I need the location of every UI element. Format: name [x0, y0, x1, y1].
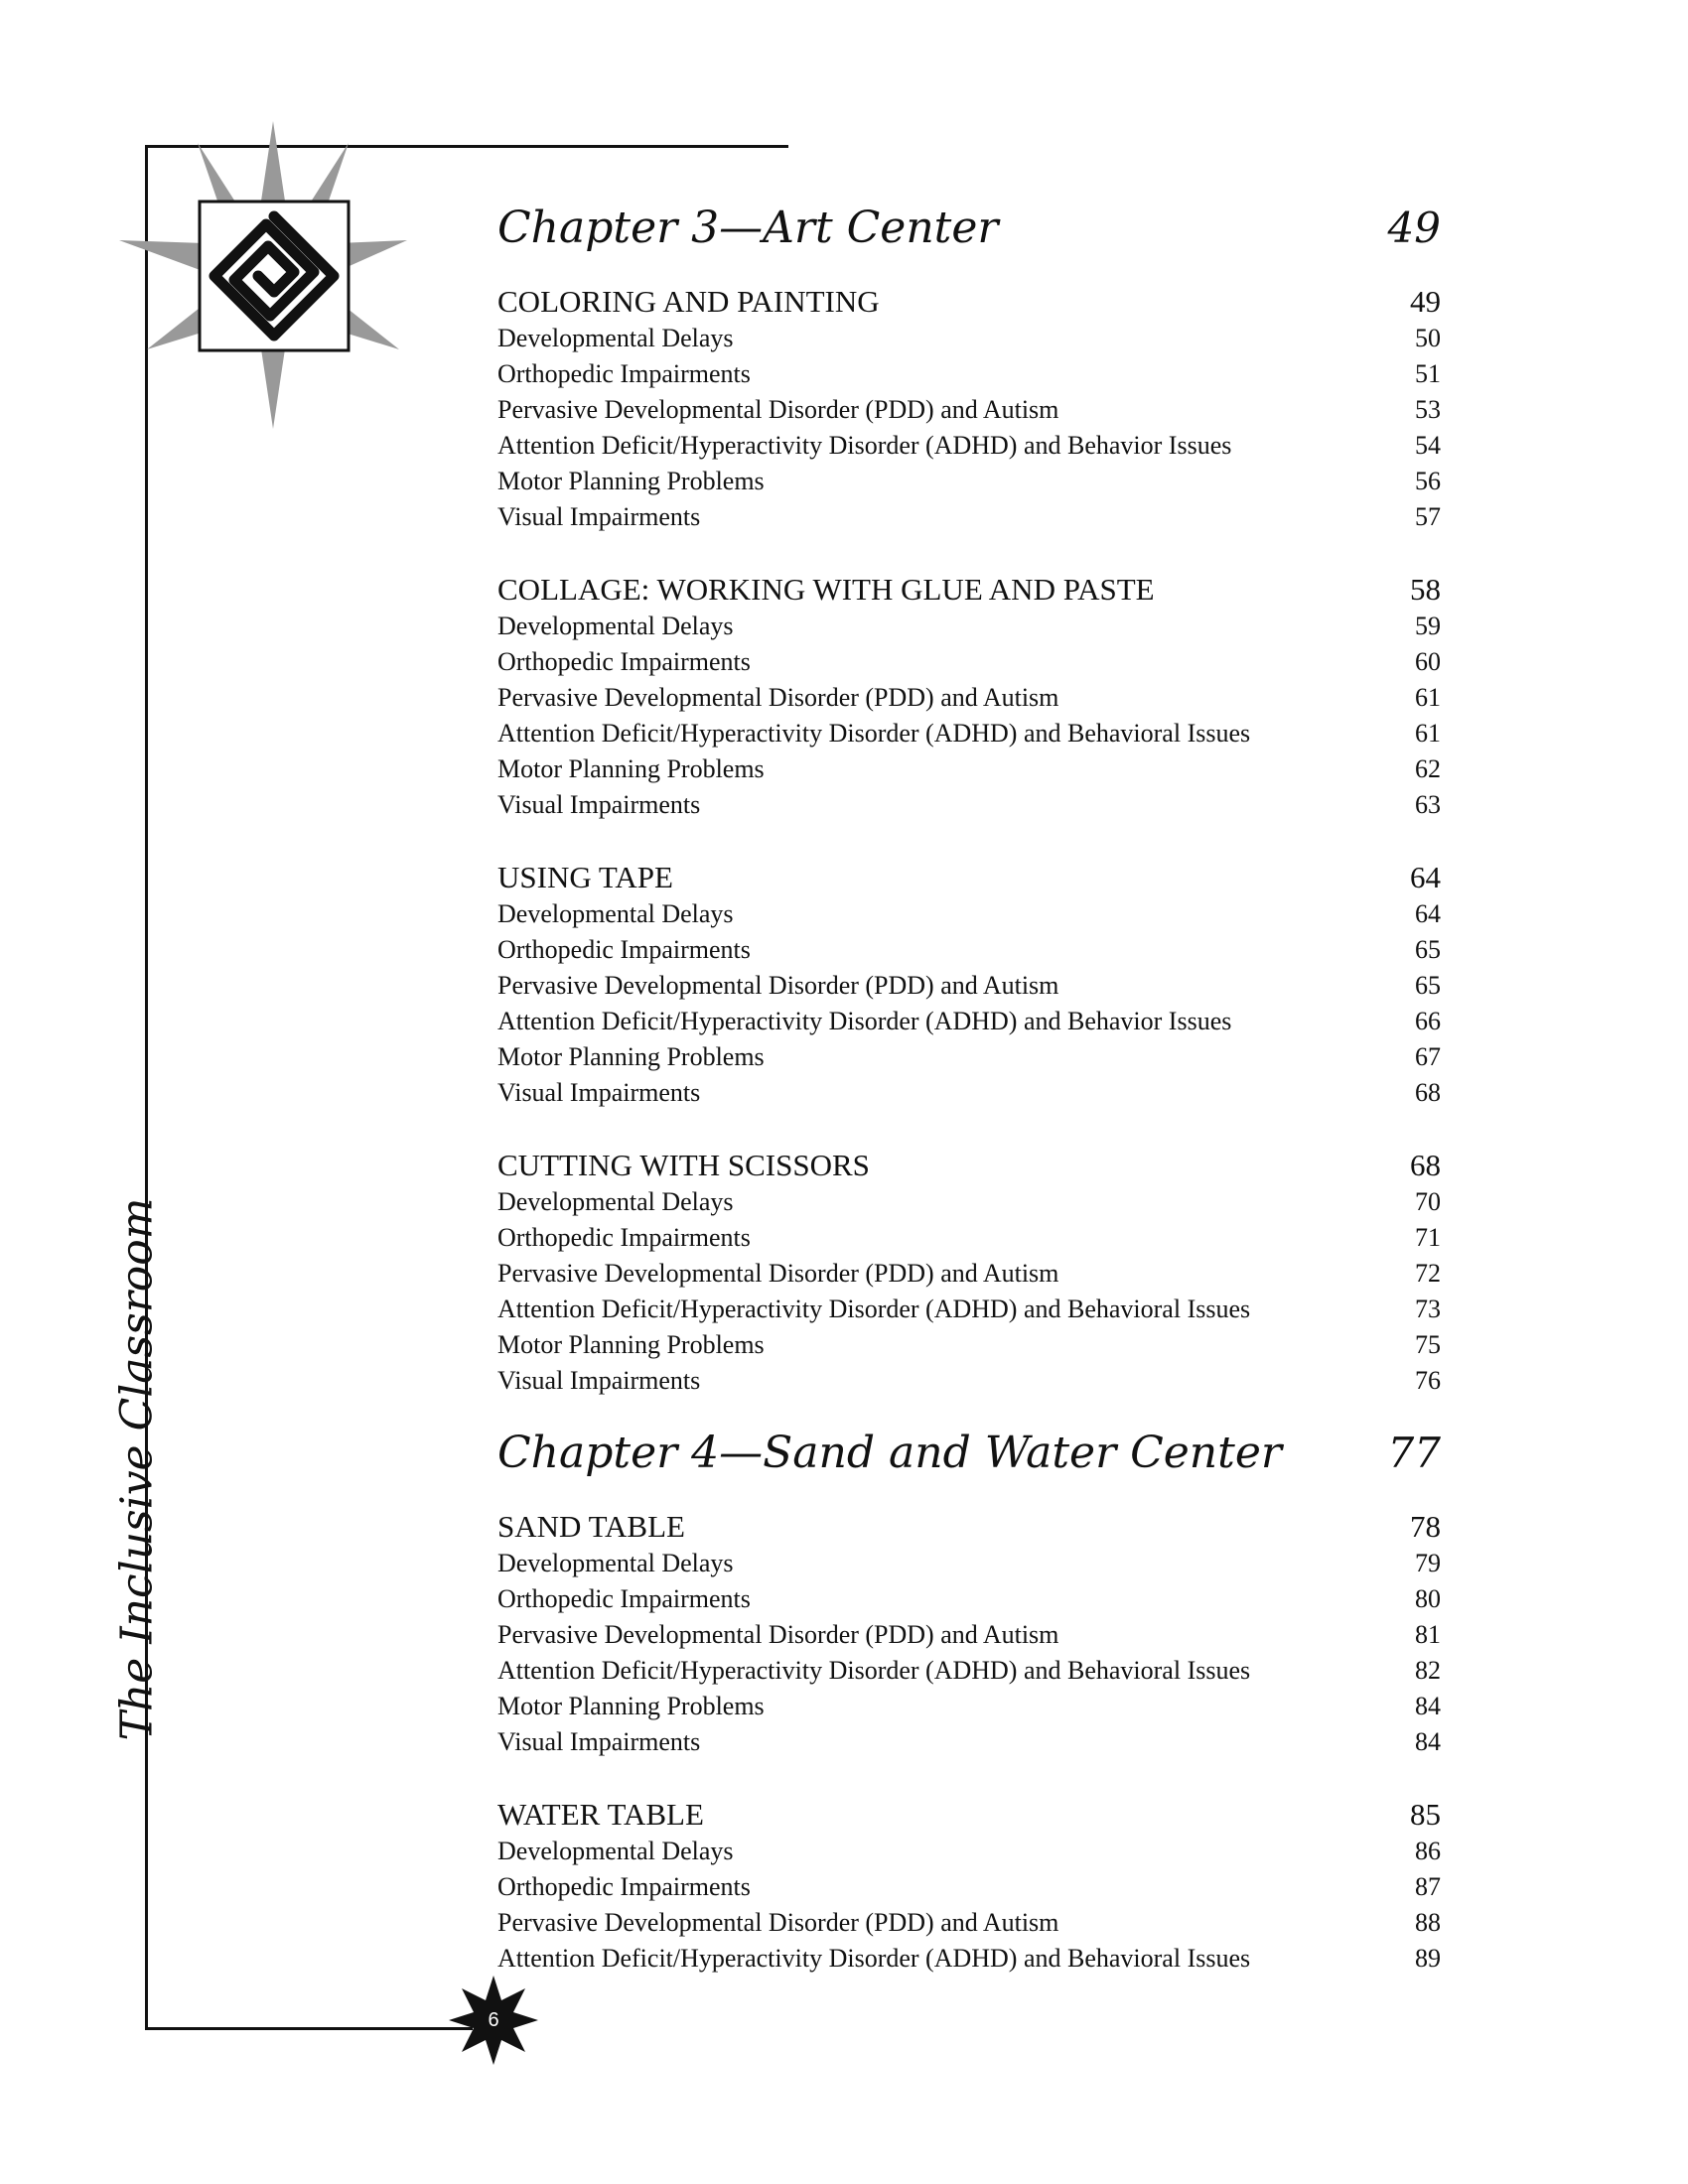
entry-page: 62	[1415, 754, 1441, 783]
toc-entry[interactable]	[497, 1366, 1441, 1402]
entry-label: Developmental Delays	[497, 324, 734, 352]
toc-entry[interactable]	[497, 719, 1441, 754]
chapter-heading[interactable]	[497, 1414, 1441, 1491]
side-book-title-text: The Inclusive Classroom	[111, 1197, 163, 1741]
page-number: 6	[488, 2008, 499, 2031]
frame-bottom-rule	[145, 2027, 473, 2030]
entry-page: 82	[1415, 1656, 1441, 1685]
entry-label: Developmental Delays	[497, 899, 734, 928]
toc-entry[interactable]	[497, 502, 1441, 538]
toc-entry[interactable]	[497, 647, 1441, 683]
entry-label: Orthopedic Impairments	[497, 935, 751, 964]
section-heading[interactable]	[497, 860, 1441, 899]
entry-page: 61	[1415, 683, 1441, 712]
toc-entry[interactable]	[497, 971, 1441, 1007]
toc-entry[interactable]	[497, 1330, 1441, 1366]
table-of-contents	[497, 189, 1441, 1979]
entry-label: Developmental Delays	[497, 1549, 734, 1577]
toc-entry[interactable]	[497, 1872, 1441, 1908]
toc-entry[interactable]	[497, 1727, 1441, 1763]
entry-page: 79	[1415, 1549, 1441, 1577]
entry-page: 67	[1415, 1042, 1441, 1071]
entry-label: Motor Planning Problems	[497, 1042, 765, 1071]
toc-entry[interactable]	[497, 683, 1441, 719]
entry-label: Attention Deficit/Hyperactivity Disorder (ADHD) and Behavioral Issues	[497, 1656, 1251, 1685]
entry-page: 70	[1415, 1187, 1441, 1216]
section-heading[interactable]	[497, 1509, 1441, 1549]
toc-entry[interactable]	[497, 935, 1441, 971]
entry-label: Pervasive Developmental Disorder (PDD) and Autism	[497, 1620, 1059, 1649]
section-title: COLORING AND PAINTING	[497, 284, 880, 319]
entry-label: Visual Impairments	[497, 1078, 701, 1107]
entry-label: Pervasive Developmental Disorder (PDD) and Autism	[497, 1908, 1059, 1937]
entry-page: 73	[1415, 1295, 1441, 1323]
section-heading[interactable]	[497, 572, 1441, 612]
entry-page: 76	[1415, 1366, 1441, 1395]
toc-entry[interactable]	[497, 1908, 1441, 1944]
section-page: 78	[1410, 1509, 1441, 1544]
section-title: COLLAGE: WORKING WITH GLUE AND PASTE	[497, 572, 1155, 607]
toc-entry[interactable]	[497, 1259, 1441, 1295]
section-page: 58	[1410, 572, 1441, 607]
entry-label: Motor Planning Problems	[497, 1330, 765, 1359]
chapter-heading[interactable]	[497, 189, 1441, 266]
entry-label: Attention Deficit/Hyperactivity Disorder (ADHD) and Behavior Issues	[497, 1007, 1232, 1035]
toc-entry[interactable]	[497, 899, 1441, 935]
entry-label: Orthopedic Impairments	[497, 1584, 751, 1613]
toc-entry[interactable]	[497, 612, 1441, 647]
entry-label: Pervasive Developmental Disorder (PDD) and Autism	[497, 1259, 1059, 1288]
entry-label: Orthopedic Impairments	[497, 1223, 751, 1252]
entry-page: 84	[1415, 1727, 1441, 1756]
toc-entry[interactable]	[497, 1042, 1441, 1078]
toc-entry[interactable]	[497, 790, 1441, 826]
entry-label: Orthopedic Impairments	[497, 1872, 751, 1901]
section-page: 64	[1410, 860, 1441, 894]
entry-page: 65	[1415, 935, 1441, 964]
entry-label: Attention Deficit/Hyperactivity Disorder (ADHD) and Behavior Issues	[497, 431, 1232, 460]
entry-page: 56	[1415, 467, 1441, 495]
entry-page: 51	[1415, 359, 1441, 388]
toc-entry[interactable]	[497, 1223, 1441, 1259]
entry-label: Attention Deficit/Hyperactivity Disorder (ADHD) and Behavioral Issues	[497, 1944, 1251, 1973]
spiral-sun-icon	[119, 121, 427, 429]
entry-label: Attention Deficit/Hyperactivity Disorder (ADHD) and Behavioral Issues	[497, 719, 1251, 748]
entry-page: 54	[1415, 431, 1441, 460]
toc-entry[interactable]	[497, 1584, 1441, 1620]
entry-label: Orthopedic Impairments	[497, 647, 751, 676]
section-title: SAND TABLE	[497, 1509, 685, 1544]
entry-label: Pervasive Developmental Disorder (PDD) and Autism	[497, 395, 1059, 424]
entry-page: 71	[1415, 1223, 1441, 1252]
entry-page: 87	[1415, 1872, 1441, 1901]
section-page: 49	[1410, 284, 1441, 319]
section-title: WATER TABLE	[497, 1797, 704, 1832]
entry-label: Pervasive Developmental Disorder (PDD) and Autism	[497, 971, 1059, 1000]
section-title: CUTTING WITH SCISSORS	[497, 1148, 870, 1182]
toc-entry[interactable]	[497, 1620, 1441, 1656]
entry-page: 80	[1415, 1584, 1441, 1613]
entry-page: 81	[1415, 1620, 1441, 1649]
entry-label: Visual Impairments	[497, 1727, 701, 1756]
entry-page: 88	[1415, 1908, 1441, 1937]
toc-entry[interactable]	[497, 467, 1441, 502]
section-page: 68	[1410, 1148, 1441, 1182]
entry-page: 68	[1415, 1078, 1441, 1107]
chapter-title: Chapter 4—Sand and Water Center	[497, 1427, 1282, 1478]
entry-page: 63	[1415, 790, 1441, 819]
toc-entry[interactable]	[497, 431, 1441, 467]
toc-entry[interactable]	[497, 1656, 1441, 1692]
entry-page: 61	[1415, 719, 1441, 748]
entry-page: 75	[1415, 1330, 1441, 1359]
toc-entry[interactable]	[497, 1944, 1441, 1979]
entry-page: 59	[1415, 612, 1441, 640]
toc-entry[interactable]	[497, 395, 1441, 431]
entry-page: 57	[1415, 502, 1441, 531]
toc-entry[interactable]	[497, 1837, 1441, 1872]
entry-label: Motor Planning Problems	[497, 754, 765, 783]
toc-entry[interactable]	[497, 754, 1441, 790]
entry-label: Developmental Delays	[497, 1187, 734, 1216]
toc-entry[interactable]	[497, 1007, 1441, 1042]
entry-page: 86	[1415, 1837, 1441, 1865]
entry-page: 60	[1415, 647, 1441, 676]
chapter-page: 77	[1387, 1428, 1441, 1477]
section-heading[interactable]	[497, 1148, 1441, 1187]
chapter-title: Chapter 3—Art Center	[497, 202, 999, 253]
entry-page: 50	[1415, 324, 1441, 352]
entry-label: Visual Impairments	[497, 790, 701, 819]
entry-page: 72	[1415, 1259, 1441, 1288]
toc-entry[interactable]	[497, 324, 1441, 359]
entry-page: 89	[1415, 1944, 1441, 1973]
section-heading[interactable]	[497, 1797, 1441, 1837]
chapter-page: 49	[1387, 203, 1441, 252]
toc-entry[interactable]	[497, 1692, 1441, 1727]
entry-label: Attention Deficit/Hyperactivity Disorder (ADHD) and Behavioral Issues	[497, 1295, 1251, 1323]
section-title: USING TAPE	[497, 860, 673, 894]
entry-label: Motor Planning Problems	[497, 467, 765, 495]
toc-entry[interactable]	[497, 1078, 1441, 1114]
section-heading[interactable]	[497, 284, 1441, 324]
toc-entry[interactable]	[497, 1187, 1441, 1223]
entry-label: Orthopedic Impairments	[497, 359, 751, 388]
entry-page: 66	[1415, 1007, 1441, 1035]
entry-page: 65	[1415, 971, 1441, 1000]
entry-label: Developmental Delays	[497, 612, 734, 640]
entry-page: 84	[1415, 1692, 1441, 1720]
toc-entry[interactable]	[497, 1549, 1441, 1584]
toc-entry[interactable]	[497, 1295, 1441, 1330]
section-page: 85	[1410, 1797, 1441, 1832]
entry-page: 64	[1415, 899, 1441, 928]
entry-label: Visual Impairments	[497, 1366, 701, 1395]
entry-label: Pervasive Developmental Disorder (PDD) and Autism	[497, 683, 1059, 712]
toc-entry[interactable]	[497, 359, 1441, 395]
entry-label: Developmental Delays	[497, 1837, 734, 1865]
entry-label: Visual Impairments	[497, 502, 701, 531]
entry-label: Motor Planning Problems	[497, 1692, 765, 1720]
entry-page: 53	[1415, 395, 1441, 424]
